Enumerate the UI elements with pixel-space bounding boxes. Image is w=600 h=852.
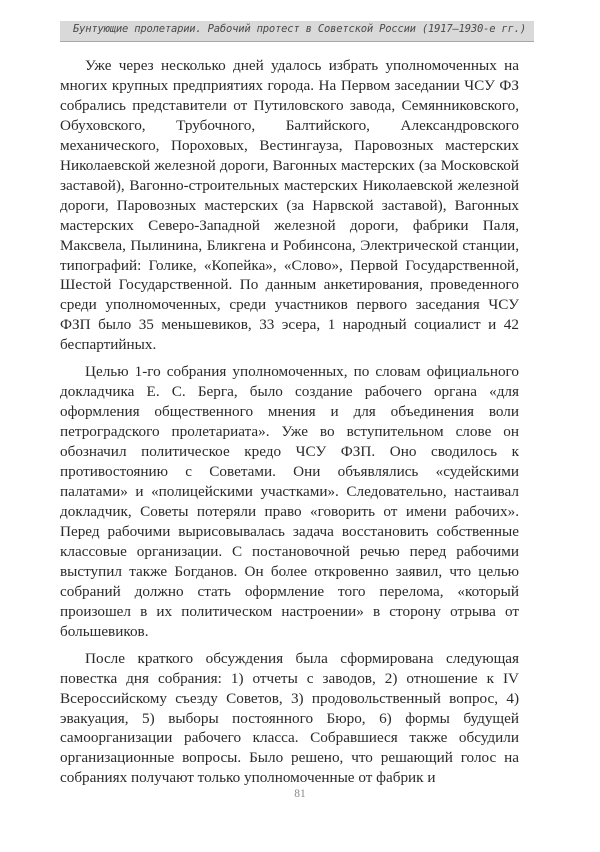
body-text <box>60 56 519 795</box>
page-number: 81 <box>294 788 306 800</box>
paragraph: Целью 1-го собрания уполномоченных, по словам официального докладчика Е. С. Берга, было создание рабочего органа «для оформления общественного мнения и для объединения воли петроградского пролетариата». Уже во вступительном слове он обозначил политическое кредо ЧСУ ФЗП. Оно сводилось к противостоянию с Советами. Они объявлялись «судейскими палатами» и «полицейскими участками». Следовательно, настаивал докладчик, Советы потеряли право «говорить от имени рабочих». Перед рабочими вырисовывалась задача восстановить собственные классовые организации. С постановочной речью перед рабочими выступил также Богданов. Он более откровенно заявил, что целью собраний должно стать оформление того перелома, «который произошел в их политическом настроении» в сторону отрыва от большевиков. <box>60 363 519 640</box>
paragraph: После краткого обсуждения была сформирована следующая повестка дня собрания: 1) отчеты с заводов, 2) отношение к IV Всероссийскому съезду Советов, 3) продовольственный вопрос, 4) эвакуация, 5) выборы постоянного Бюро, 6) формы будущей самоорганизации рабочего класса. Собравшиеся также обсудили организационные вопросы. Было решено, что решающий голос на собраниях получают только уполномоченные от фабрик и <box>60 649 519 787</box>
paragraph: Уже через несколько дней удалось избрать уполномоченных на многих крупных предприятиях города. На Первом заседании ЧСУ ФЗ собрались представители от Путиловского завода, Семянниковского, Обуховского, Трубочного, Балтийского, Александровского механического, Пороховых, Вестингауза, Паровозных мастерских Николаевской железной дороги, Вагонных мастерских (за Московской заставой), Вагонно-строительных мастерских Николаевской железной дороги, Паровозных мастерских (за Нарвской заставой), Вагонных мастерских Северо-Западной железной дороги, фабрики Паля, Максвела, Пылинина, Бликгена и Робинсона, Электрической станции, типографий: Голике, «Копейка», «Слово», Первой Государственной, Шестой Государственной. По данным анкетирования, проведенного среди уполномоченных, среди участников первого заседания ЧСУ ФЗП было 35 меньшевиков, 33 эсера, 1 народный социалист и 42 беспартийных. <box>60 57 519 354</box>
running-header: Бунтующие пролетарии. Рабочий протест в Советской России (1917–1930-е гг.) <box>73 23 526 35</box>
running-header-band <box>60 21 534 42</box>
